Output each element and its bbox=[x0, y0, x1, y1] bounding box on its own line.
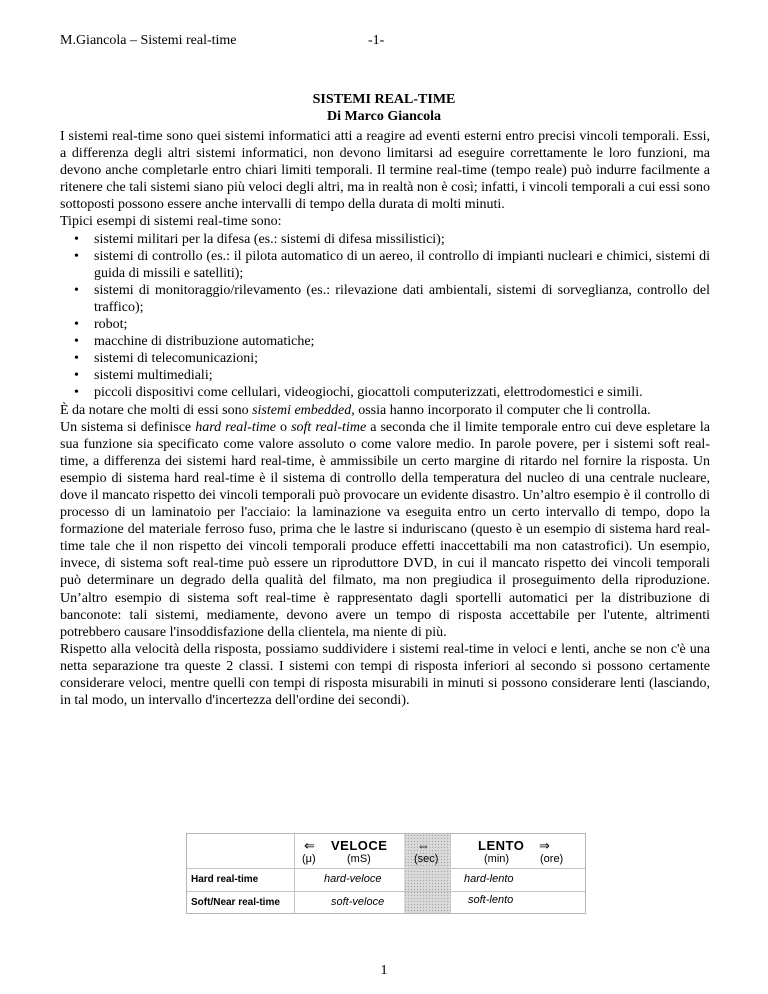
cell-hard-lento: hard-lento bbox=[464, 873, 514, 885]
list-item: • sistemi di monitoraggio/rilevamento (es.: rilevazione dati ambientali, sistemi di sorveglianza, controllo del traffico); bbox=[94, 282, 710, 316]
embedded-paragraph bbox=[60, 402, 710, 419]
list-item: • robot; bbox=[94, 316, 710, 333]
unit-micro: (μ) bbox=[302, 853, 316, 865]
unit-sec: (sec) bbox=[414, 853, 439, 865]
list-item: • sistemi multimediali; bbox=[94, 367, 710, 384]
embedded-text-before: È da notare che molti di essi sono bbox=[60, 402, 253, 418]
title-author: Di Marco Giancola bbox=[326, 109, 442, 124]
arrow-both-icon: ⇔ bbox=[417, 838, 430, 853]
list-item: • sistemi di controllo (es.: il pilota automatico di un aereo, il controllo di impianti nucleari e chimici, sistemi di guida di missili e satelliti); bbox=[94, 248, 710, 282]
examples-intro: Tipici esempi di sistemi real-time sono: bbox=[60, 214, 282, 230]
title-main: SISTEMI REAL-TIME bbox=[312, 92, 456, 107]
table-column-divider bbox=[294, 834, 295, 913]
list-item: • piccoli dispositivi come cellulari, videogiochi, giocattoli computerizzati, elettrodomestici e simili. bbox=[94, 384, 710, 401]
cell-soft-lento: soft-lento bbox=[468, 894, 514, 906]
intro-paragraph: I sistemi real-time sono quei sistemi informatici atti a reagire ad eventi esterni entro precisi vincoli temporali. Essi, a differenza degli altri sistemi informatici, non devono limitarsi ad eseguire correttamente le loro funzioni, ma devono anche completarle entro chiari limiti temporali. Il termine real-time (tempo reale) può indurre facilmente a ritenere che tali sistemi siano più veloci degli altri, ma in realtà non è così; infatti, i vincoli temporali a cui essi sono sottoposti possono essere anche intervalli di tempo della durata di molti minuti. bbox=[60, 129, 710, 213]
embedded-text-after: , ossia hanno incorporato il computer che li controlla. bbox=[351, 402, 651, 418]
hard-soft-text-before: Un sistema si definisce bbox=[60, 419, 196, 435]
lento-header: LENTO bbox=[478, 838, 525, 853]
speed-paragraph: Rispetto alla velocità della risposta, possiamo suddividere i sistemi real-time in veloci e lenti, anche se non c'è una netta separazione tra queste 2 classi. I sistemi con tempi di risposta inferiori al secondo si possono certamente considerare veloci, mentre quelli con tempi di risposta misurabili in minuti si possono considerare lenti (lasciando, in tal modo, un intervallo d'incertezza dell'ordine dei secondi). bbox=[60, 641, 710, 709]
table-row-divider bbox=[187, 868, 585, 869]
header-page-marker: -1- bbox=[368, 33, 385, 48]
cell-hard-veloce: hard-veloce bbox=[324, 873, 382, 885]
unit-ore: (ore) bbox=[540, 853, 564, 865]
list-item: • sistemi militari per la difesa (es.: sistemi di difesa missilistici); bbox=[94, 231, 710, 248]
examples-list bbox=[60, 231, 710, 402]
embedded-term: sistemi embedded bbox=[252, 402, 352, 418]
arrow-right-icon: ⇒ bbox=[539, 838, 550, 853]
unit-min: (min) bbox=[484, 853, 510, 865]
page-header bbox=[60, 33, 710, 53]
row-label-hard: Hard real-time bbox=[191, 874, 259, 885]
table-row-divider bbox=[187, 891, 585, 892]
list-item: • macchine di distribuzione automatiche; bbox=[94, 333, 710, 350]
arrow-left-icon: ⇐ bbox=[304, 838, 315, 853]
unit-ms: (mS) bbox=[347, 853, 371, 865]
document-title bbox=[0, 91, 768, 125]
hard-real-time-term: hard real-time bbox=[195, 419, 276, 435]
veloce-header: VELOCE bbox=[331, 838, 388, 853]
page-number: 1 bbox=[380, 963, 388, 978]
classification-table-figure bbox=[186, 833, 586, 914]
hard-soft-paragraph bbox=[60, 419, 710, 641]
row-label-soft: Soft/Near real-time bbox=[191, 897, 280, 908]
list-item: • sistemi di telecomunicazioni; bbox=[94, 350, 710, 367]
cell-soft-veloce: soft-veloce bbox=[331, 896, 385, 908]
soft-real-time-term: soft real-time bbox=[291, 419, 367, 435]
hard-soft-text-after: a seconda che il limite temporale entro cui deve espletare la sua funzione sia specificato come valore assoluto o come valore medio. In parole povere, per i sistemi soft real-time, a differenza dei sistemi hard real-time, è ammissibile un certo margine di ritardo nel fornire la risposta. Un esempio di sistema hard real-time è il sistema di controllo della temperatura del nucleo di una centrale nucleare, dove il mancato rispetto dei vincoli temporali può provocare un evidente disastro. Un’altro esempio è il controllo di processo di un laminatoio per l'acciaio: la laminazione va eseguita entro un certo intervallo di tempo, dopo la formazione del materiale ferroso fuso, prima che le lastre si induriscano (questo è un esempio di sistema hard real-time tale che il non rispetto dei vincoli temporali produce effetti inaccettabili ma non catastrofici). Un esempio, invece, di sistema soft real-time può essere un riproduttore DVD, in cui il mancato rispetto dei vincoli temporali può determinare un degrado della qualità del filmato, ma non pregiudica il proseguimento della riproduzione. Un’altro esempio di sistema soft real-time è rappresentato dagli sportelli automatici per la distribuzione di banconote: tali sistemi, mediamente, devono avere un tempo di risposta accettabile per l'utente, altrimenti potrebbero causare l'insoddisfazione della clientela, ma niente di più. bbox=[60, 419, 710, 640]
header-author-title: M.Giancola – Sistemi real-time bbox=[60, 33, 237, 48]
hard-soft-text-middle: o bbox=[275, 419, 292, 435]
document-body bbox=[60, 128, 710, 709]
